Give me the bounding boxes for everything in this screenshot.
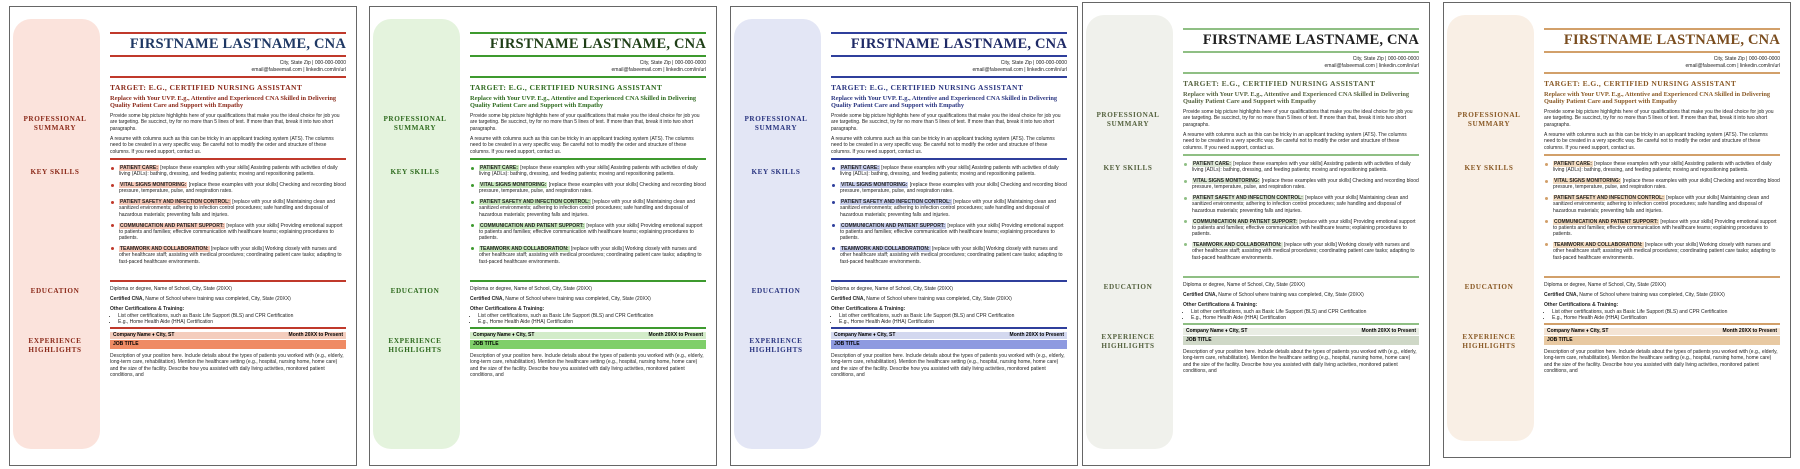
employment-dates: Month 20XX to Present xyxy=(1722,328,1777,334)
skill-tag: PATIENT CARE: xyxy=(480,165,518,171)
skills-list xyxy=(110,165,346,269)
skill-text: [replace these examples with your skills] Assisting patients with activities of daily living (ADLs): bathing, dressing, and feeding patients; moving and repositioning patients. xyxy=(1553,161,1772,174)
certification-item: • E.g., Home Health Aide (HHA) Certification xyxy=(1191,315,1419,322)
bullet-icon xyxy=(1184,180,1187,183)
target-title: TARGET: E.G., CERTIFIED NURSING ASSISTANT xyxy=(1183,79,1376,88)
contact-line-email: email@falseemail.com | linkedin.com/in/url xyxy=(251,66,346,73)
skill-item xyxy=(831,223,1067,242)
sidebar-panel xyxy=(1086,15,1173,449)
contact-line: City, State Zip | 000-000-0000 xyxy=(1000,60,1067,66)
education-cna xyxy=(1183,292,1419,299)
separator-diamond-icon: ♦ xyxy=(1223,328,1230,334)
bullet-icon xyxy=(1545,180,1548,183)
other-certifications-label: Other Certifications & Training: xyxy=(110,306,185,313)
contact-line: City, State Zip | 000-000-0000 xyxy=(279,60,346,66)
skill-tag: TEAMWORK AND COLLABORATION: xyxy=(480,245,569,252)
skill-item xyxy=(470,165,706,178)
skills-list xyxy=(1183,161,1419,265)
skill-tag: COMMUNICATION AND PATIENT SUPPORT: xyxy=(1554,218,1658,225)
certification-item: • List other certifications, such as Basic Life Support (BLS) and CPR Certification xyxy=(1191,309,1419,316)
contact-line: City, State Zip | 000-000-0000 xyxy=(1713,56,1780,62)
other-certifications-label: Other Certifications & Training: xyxy=(1544,302,1619,309)
bullet-icon xyxy=(111,247,114,250)
skill-text: [replace these examples with your skills] Checking and recording blood pressure, temperature, pulse, and respiration rates. xyxy=(840,182,1067,195)
certification-item: • List other certifications, such as Basic Life Support (BLS) and CPR Certification xyxy=(478,313,706,320)
skill-text: [replace with your skills] Maintaining clean and sanitized environments; adhering to infection control procedures; safe handling and disposal of hazardous materials; preventing falls and injuries. xyxy=(1553,195,1770,214)
skill-tag: PATIENT CARE: xyxy=(1554,161,1592,167)
bullet-icon xyxy=(832,224,835,227)
skill-item xyxy=(110,246,346,265)
job-description: Description of your position here. Include details about the types of patients you worked with (e.g., elderly, long-term care, rehabilitation). Mention the healthcare setting (e.g., hospital, nursing home, home care) and the size of the facility. Describe how you assisted with daily living activities, monitored patient conditions, and xyxy=(1544,349,1778,375)
header-rule-top xyxy=(1183,28,1419,30)
education-rule xyxy=(831,280,1067,282)
experience-rule xyxy=(831,327,1067,329)
target-title: TARGET: E.G., CERTIFIED NURSING ASSISTANT xyxy=(470,83,663,92)
section-rule xyxy=(1183,72,1419,74)
separator-diamond-icon: ♦ xyxy=(150,332,157,338)
skill-text: [replace with your skills] Working closely with nurses and other healthcare staff; assisting with medical procedures; coordinating patient care tasks; adapting to fast-paced healthcare environments. xyxy=(1192,241,1415,261)
resume-page-2[interactable] xyxy=(369,6,717,466)
bullet-icon xyxy=(832,247,835,250)
skill-item xyxy=(470,182,706,195)
skill-item xyxy=(831,165,1067,178)
skills-list xyxy=(470,165,706,269)
education-rule xyxy=(1183,276,1419,278)
summary-paragraph-2: A resume with columns such as this can be tricky in an applicant tracking system (ATS). The columns need to be created in a very specific way. Be careful not to modify the order and structure of these columns. If you need support, contact us. xyxy=(1544,132,1768,151)
cna-label: Certified CNA, xyxy=(1183,292,1217,299)
skill-item xyxy=(1544,195,1780,214)
company-location: City, ST xyxy=(156,332,175,338)
header-rule-top xyxy=(110,32,346,34)
skill-text: [replace these examples with your skills] Checking and recording blood pressure, temperature, pulse, and respiration rates. xyxy=(1192,178,1419,191)
skill-text: [replace these examples with your skills] Checking and recording blood pressure, temperature, pulse, and respiration rates. xyxy=(479,182,706,195)
section-label-skills: KEY SKILLS xyxy=(751,168,801,176)
skill-item xyxy=(831,246,1067,265)
summary-paragraph-1: Provide some big picture highlights here of your qualifications that make you the ideal choice for job you are targeting. Be succinct, try for no more than 5 lines of text. If more than that, break it into two short paragraphs. xyxy=(1183,109,1413,128)
contact-line: City, State Zip | 000-000-0000 xyxy=(639,60,706,66)
skill-item xyxy=(831,182,1067,195)
education-block xyxy=(1183,282,1419,322)
bullet-icon xyxy=(471,224,474,227)
section-rule xyxy=(831,76,1067,78)
job-title-bar: JOB TITLE xyxy=(831,340,1067,349)
separator-diamond-icon: ♦ xyxy=(871,332,878,338)
bullet-icon xyxy=(111,167,114,170)
education-rule xyxy=(1544,276,1780,278)
education-cna xyxy=(110,296,346,303)
skill-tag: PATIENT SAFETY AND INFECTION CONTROL: xyxy=(480,199,590,206)
target-title: TARGET: E.G., CERTIFIED NURSING ASSISTANT xyxy=(1544,79,1737,88)
header-rule-top xyxy=(1544,28,1780,30)
skill-text: [replace these examples with your skills] Assisting patients with activities of daily living (ADLs): bathing, dressing, and feeding patients; moving and repositioning patients. xyxy=(1192,161,1411,174)
skill-tag: COMMUNICATION AND PATIENT SUPPORT: xyxy=(120,222,224,229)
summary-paragraph-1: Provide some big picture highlights here of your qualifications that make you the ideal choice for job you are targeting. Be succinct, try for no more than 5 lines of text. If more than that, break it into two short paragraphs. xyxy=(110,113,340,132)
skill-text: [replace with your skills] Working closely with nurses and other healthcare staff; assisting with medical procedures; coordinating patient care tasks; adapting to fast-paced healthcare environments. xyxy=(1553,241,1776,261)
header-rule-bottom xyxy=(1544,51,1780,53)
section-label-experience: EXPERIENCE HIGHLIGHTS xyxy=(1101,333,1155,350)
section-label-experience: EXPERIENCE HIGHLIGHTS xyxy=(1462,333,1516,350)
bullet-icon xyxy=(471,247,474,250)
bullet-icon xyxy=(471,167,474,170)
section-label-education: EDUCATION xyxy=(751,287,801,295)
header-rule-bottom xyxy=(470,55,706,57)
skill-text: [replace with your skills] Providing emotional support to patients and families; effective communication with healthcare teams; explaining procedures to patients. xyxy=(119,222,343,242)
skill-tag: VITAL SIGNS MONITORING: xyxy=(1193,178,1260,185)
skill-item xyxy=(1544,219,1780,238)
header-rule-top xyxy=(831,32,1067,34)
separator-diamond-icon: ♦ xyxy=(510,332,517,338)
section-rule xyxy=(1544,72,1780,74)
contact-line-email: email@falseemail.com | linkedin.com/in/url xyxy=(972,66,1067,73)
certification-item: • E.g., Home Health Aide (HHA) Certification xyxy=(118,319,346,326)
skills-rule xyxy=(110,158,346,160)
resume-page-1[interactable] xyxy=(9,6,357,466)
cna-detail: Name of School where training was completed, City, State (20XX) xyxy=(1577,292,1725,299)
candidate-name: FIRSTNAME LASTNAME, CNA xyxy=(129,36,346,52)
certifications-list xyxy=(831,313,1067,326)
bullet-icon xyxy=(1184,220,1187,223)
company-location: City, ST xyxy=(1229,328,1248,334)
education-degree: Diploma or degree, Name of School, City, State (20XX) xyxy=(470,286,592,292)
certifications-list xyxy=(1544,309,1780,322)
target-title: TARGET: E.G., CERTIFIED NURSING ASSISTANT xyxy=(831,83,1024,92)
sidebar-panel xyxy=(13,19,100,449)
summary-paragraph-2: A resume with columns such as this can be tricky in an applicant tracking system (ATS). The columns need to be created in a very specific way. Be careful not to modify the order and structure of these columns. If you need support, contact us. xyxy=(1183,132,1407,151)
other-certifications-label: Other Certifications & Training: xyxy=(831,306,906,313)
company-bar xyxy=(110,332,346,339)
section-label-summary: PROFESSIONAL SUMMARY xyxy=(744,115,808,132)
job-title-bar: JOB TITLE xyxy=(110,340,346,349)
skill-text: [replace these examples with your skills] Assisting patients with activities of daily living (ADLs): bathing, dressing, and feeding patients; moving and repositioning patients. xyxy=(479,165,698,178)
skill-item xyxy=(110,182,346,195)
value-proposition: Replace with Your UVP. E.g., Attentive and Experienced CNA Skilled in Delivering Quality Patient Care and Support with Empathy xyxy=(110,95,337,110)
skill-item xyxy=(1183,219,1419,238)
skill-text: [replace with your skills] Maintaining clean and sanitized environments; adhering to infection control procedures; safe handling and disposal of hazardous materials; preventing falls and injuries. xyxy=(1192,195,1409,214)
experience-rule xyxy=(1544,323,1780,325)
sidebar-panel xyxy=(734,19,821,449)
skills-rule xyxy=(831,158,1067,160)
company-bar xyxy=(1183,328,1419,335)
bullet-icon xyxy=(1545,163,1548,166)
skill-tag: TEAMWORK AND COLLABORATION: xyxy=(120,245,209,252)
summary-paragraph-1: Provide some big picture highlights here of your qualifications that make you the ideal choice for job you are targeting. Be succinct, try for no more than 5 lines of text. If more than that, break it into two short paragraphs. xyxy=(1544,109,1774,128)
cna-label: Certified CNA, xyxy=(110,296,144,303)
section-label-education: EDUCATION xyxy=(390,287,440,295)
skill-tag: PATIENT SAFETY AND INFECTION CONTROL: xyxy=(120,199,230,206)
candidate-name: FIRSTNAME LASTNAME, CNA xyxy=(850,36,1067,52)
skill-item xyxy=(470,199,706,218)
resume-page-4[interactable] xyxy=(1082,2,1430,466)
company-bar xyxy=(831,332,1067,339)
skill-item xyxy=(1544,178,1780,191)
section-label-summary: PROFESSIONAL SUMMARY xyxy=(23,115,87,132)
other-certifications-label: Other Certifications & Training: xyxy=(470,306,545,313)
section-label-skills: KEY SKILLS xyxy=(1464,164,1514,172)
section-label-summary: PROFESSIONAL SUMMARY xyxy=(383,115,447,132)
summary-paragraph-2: A resume with columns such as this can be tricky in an applicant tracking system (ATS). The columns need to be created in a very specific way. Be careful not to modify the order and structure of these columns. If you need support, contact us. xyxy=(470,136,694,155)
skill-tag: VITAL SIGNS MONITORING: xyxy=(841,182,908,189)
bullet-icon xyxy=(1545,243,1548,246)
other-certifications-heading xyxy=(831,306,1067,313)
company-name: Company Name xyxy=(1547,328,1585,334)
skill-item xyxy=(110,165,346,178)
education-cna xyxy=(470,296,706,303)
value-proposition: Replace with Your UVP. E.g., Attentive and Experienced CNA Skilled in Delivering Quality Patient Care and Support with Empathy xyxy=(1183,91,1410,106)
section-label-education: EDUCATION xyxy=(1103,283,1153,291)
value-proposition: Replace with Your UVP. E.g., Attentive and Experienced CNA Skilled in Delivering Quality Patient Care and Support with Empathy xyxy=(1544,91,1771,106)
education-degree: Diploma or degree, Name of School, City, State (20XX) xyxy=(831,286,953,292)
summary-paragraph-2: A resume with columns such as this can be tricky in an applicant tracking system (ATS). The columns need to be created in a very specific way. Be careful not to modify the order and structure of these columns. If you need support, contact us. xyxy=(110,136,334,155)
skill-tag: PATIENT SAFETY AND INFECTION CONTROL: xyxy=(1554,195,1664,202)
skill-tag: PATIENT SAFETY AND INFECTION CONTROL: xyxy=(1193,195,1303,202)
certification-item: • E.g., Home Health Aide (HHA) Certification xyxy=(1552,315,1780,322)
section-label-skills: KEY SKILLS xyxy=(30,168,80,176)
contact-line-email: email@falseemail.com | linkedin.com/in/url xyxy=(1324,62,1419,69)
candidate-name: FIRSTNAME LASTNAME, CNA xyxy=(1563,32,1780,48)
skill-tag: VITAL SIGNS MONITORING: xyxy=(480,182,547,189)
skill-text: [replace with your skills] Providing emotional support to patients and families; effective communication with healthcare teams; explaining procedures to patients. xyxy=(1553,218,1777,238)
education-block xyxy=(831,286,1067,326)
skills-list xyxy=(1544,161,1780,265)
skills-rule xyxy=(1544,154,1780,156)
education-rule xyxy=(470,280,706,282)
bullet-icon xyxy=(1184,197,1187,200)
summary-paragraph-1: Provide some big picture highlights here of your qualifications that make you the ideal choice for job you are targeting. Be succinct, try for no more than 5 lines of text. If more than that, break it into two short paragraphs. xyxy=(470,113,700,132)
skill-item xyxy=(110,223,346,242)
skill-text: [replace with your skills] Providing emotional support to patients and families; effective communication with healthcare teams; explaining procedures to patients. xyxy=(840,222,1064,242)
header-rule-bottom xyxy=(110,55,346,57)
bullet-icon xyxy=(471,184,474,187)
section-label-skills: KEY SKILLS xyxy=(390,168,440,176)
cna-detail: Name of School where training was completed, City, State (20XX) xyxy=(864,296,1012,303)
certification-item: • List other certifications, such as Basic Life Support (BLS) and CPR Certification xyxy=(118,313,346,320)
skill-tag: PATIENT CARE: xyxy=(841,165,879,171)
skill-tag: TEAMWORK AND COLLABORATION: xyxy=(1554,241,1643,248)
resume-page-5[interactable] xyxy=(1443,2,1791,458)
skill-tag: COMMUNICATION AND PATIENT SUPPORT: xyxy=(841,222,945,229)
cna-label: Certified CNA, xyxy=(831,296,865,303)
skill-text: [replace these examples with your skills] Assisting patients with activities of daily living (ADLs): bathing, dressing, and feeding patients; moving and repositioning patients. xyxy=(119,165,338,178)
sidebar-panel xyxy=(1447,15,1534,441)
company-location: City, ST xyxy=(877,332,896,338)
certification-item: • E.g., Home Health Aide (HHA) Certification xyxy=(839,319,1067,326)
job-title-bar: JOB TITLE xyxy=(1544,336,1780,345)
skill-text: [replace with your skills] Maintaining clean and sanitized environments; adhering to infection control procedures; safe handling and disposal of hazardous materials; preventing falls and injuries. xyxy=(119,199,336,218)
skill-tag: COMMUNICATION AND PATIENT SUPPORT: xyxy=(1193,218,1297,225)
other-certifications-heading xyxy=(470,306,706,313)
skill-text: [replace with your skills] Maintaining clean and sanitized environments; adhering to infection control procedures; safe handling and disposal of hazardous materials; preventing falls and injuries. xyxy=(479,199,696,218)
section-label-summary: PROFESSIONAL SUMMARY xyxy=(1457,111,1521,128)
job-description: Description of your position here. Include details about the types of patients you worked with (e.g., elderly, long-term care, rehabilitation). Mention the healthcare setting (e.g., hospital, nursing home, home care) and the size of the facility. Describe how you assisted with daily living activities, monitored patient conditions, and xyxy=(1183,349,1417,375)
employment-dates: Month 20XX to Present xyxy=(288,332,343,338)
header-rule-bottom xyxy=(831,55,1067,57)
certifications-list xyxy=(470,313,706,326)
skills-rule xyxy=(1183,154,1419,156)
section-label-experience: EXPERIENCE HIGHLIGHTS xyxy=(388,337,442,354)
experience-rule xyxy=(470,327,706,329)
bullet-icon xyxy=(832,167,835,170)
company-name: Company Name xyxy=(834,332,872,338)
bullet-icon xyxy=(1184,163,1187,166)
education-rule xyxy=(110,280,346,282)
certification-item: • List other certifications, such as Basic Life Support (BLS) and CPR Certification xyxy=(839,313,1067,320)
skill-text: [replace with your skills] Providing emotional support to patients and families; effective communication with healthcare teams; explaining procedures to patients. xyxy=(479,222,703,242)
skill-item xyxy=(1183,161,1419,174)
skill-item xyxy=(1183,242,1419,261)
skill-tag: VITAL SIGNS MONITORING: xyxy=(120,182,187,189)
bullet-icon xyxy=(471,201,474,204)
skill-text: [replace with your skills] Working closely with nurses and other healthcare staff; assisting with medical procedures; coordinating patient care tasks; adapting to fast-paced healthcare environments. xyxy=(479,245,702,265)
company-bar xyxy=(470,332,706,339)
certification-item: • E.g., Home Health Aide (HHA) Certification xyxy=(478,319,706,326)
summary-paragraph-2: A resume with columns such as this can be tricky in an applicant tracking system (ATS). The columns need to be created in a very specific way. Be careful not to modify the order and structure of these columns. If you need support, contact us. xyxy=(831,136,1055,155)
resume-page-3[interactable] xyxy=(730,6,1078,466)
other-certifications-heading xyxy=(1183,302,1419,309)
company-location: City, ST xyxy=(516,332,535,338)
education-cna xyxy=(1544,292,1780,299)
header-rule-bottom xyxy=(1183,51,1419,53)
employment-dates: Month 20XX to Present xyxy=(1009,332,1064,338)
bullet-icon xyxy=(832,184,835,187)
education-cna xyxy=(831,296,1067,303)
skills-rule xyxy=(470,158,706,160)
education-degree: Diploma or degree, Name of School, City, State (20XX) xyxy=(1183,282,1305,288)
skill-text: [replace with your skills] Maintaining clean and sanitized environments; adhering to infection control procedures; safe handling and disposal of hazardous materials; preventing falls and injuries. xyxy=(840,199,1057,218)
skill-item xyxy=(110,199,346,218)
sidebar-panel xyxy=(373,19,460,449)
cna-label: Certified CNA, xyxy=(1544,292,1578,299)
target-title: TARGET: E.G., CERTIFIED NURSING ASSISTANT xyxy=(110,83,303,92)
contact-line: City, State Zip | 000-000-0000 xyxy=(1352,56,1419,62)
other-certifications-heading xyxy=(110,306,346,313)
candidate-name: FIRSTNAME LASTNAME, CNA xyxy=(1202,32,1419,48)
other-certifications-label: Other Certifications & Training: xyxy=(1183,302,1258,309)
summary-paragraph-1: Provide some big picture highlights here of your qualifications that make you the ideal choice for job you are targeting. Be succinct, try for no more than 5 lines of text. If more than that, break it into two short paragraphs. xyxy=(831,113,1061,132)
experience-rule xyxy=(1183,323,1419,325)
skill-item xyxy=(1544,161,1780,174)
employment-dates: Month 20XX to Present xyxy=(648,332,703,338)
certifications-list xyxy=(1183,309,1419,322)
section-label-education: EDUCATION xyxy=(30,287,80,295)
cna-detail: Name of School where training was completed, City, State (20XX) xyxy=(143,296,291,303)
skill-tag: TEAMWORK AND COLLABORATION: xyxy=(841,245,930,252)
bullet-icon xyxy=(111,201,114,204)
section-label-experience: EXPERIENCE HIGHLIGHTS xyxy=(749,337,803,354)
skill-tag: COMMUNICATION AND PATIENT SUPPORT: xyxy=(480,222,584,229)
bullet-icon xyxy=(1545,220,1548,223)
skill-item xyxy=(1183,178,1419,191)
value-proposition: Replace with Your UVP. E.g., Attentive and Experienced CNA Skilled in Delivering Quality Patient Care and Support with Empathy xyxy=(831,95,1058,110)
section-label-skills: KEY SKILLS xyxy=(1103,164,1153,172)
experience-rule xyxy=(110,327,346,329)
skill-tag: VITAL SIGNS MONITORING: xyxy=(1554,178,1621,185)
skills-list xyxy=(831,165,1067,269)
skill-item xyxy=(470,223,706,242)
section-label-experience: EXPERIENCE HIGHLIGHTS xyxy=(28,337,82,354)
skill-item xyxy=(470,246,706,265)
skill-item xyxy=(831,199,1067,218)
section-label-summary: PROFESSIONAL SUMMARY xyxy=(1096,111,1160,128)
candidate-name: FIRSTNAME LASTNAME, CNA xyxy=(489,36,706,52)
job-description: Description of your position here. Include details about the types of patients you worked with (e.g., elderly, long-term care, rehabilitation). Mention the healthcare setting (e.g., hospital, nursing home, home care) and the size of the facility. Describe how you assisted with daily living activities, monitored patient conditions, and xyxy=(470,353,704,379)
contact-line-email: email@falseemail.com | linkedin.com/in/url xyxy=(1685,62,1780,69)
job-description: Description of your position here. Include details about the types of patients you worked with (e.g., elderly, long-term care, rehabilitation). Mention the healthcare setting (e.g., hospital, nursing home, home care) and the size of the facility. Describe how you assisted with daily living activities, monitored patient conditions, and xyxy=(110,353,344,379)
company-bar xyxy=(1544,328,1780,335)
job-title-bar: JOB TITLE xyxy=(1183,336,1419,345)
section-rule xyxy=(110,76,346,78)
cna-label: Certified CNA, xyxy=(470,296,504,303)
skill-text: [replace these examples with your skills] Checking and recording blood pressure, temperature, pulse, and respiration rates. xyxy=(1553,178,1780,191)
education-block xyxy=(1544,282,1780,322)
education-block xyxy=(110,286,346,326)
skill-tag: PATIENT CARE: xyxy=(1193,161,1231,167)
employment-dates: Month 20XX to Present xyxy=(1361,328,1416,334)
contact-line-email: email@falseemail.com | linkedin.com/in/url xyxy=(611,66,706,73)
bullet-icon xyxy=(1184,243,1187,246)
skill-text: [replace these examples with your skills] Checking and recording blood pressure, temperature, pulse, and respiration rates. xyxy=(119,182,346,195)
certification-item: • List other certifications, such as Basic Life Support (BLS) and CPR Certification xyxy=(1552,309,1780,316)
certifications-list xyxy=(110,313,346,326)
skill-text: [replace with your skills] Working closely with nurses and other healthcare staff; assisting with medical procedures; coordinating patient care tasks; adapting to fast-paced healthcare environments. xyxy=(119,245,342,265)
company-location: City, ST xyxy=(1590,328,1609,334)
cna-detail: Name of School where training was completed, City, State (20XX) xyxy=(503,296,651,303)
skill-item xyxy=(1183,195,1419,214)
skill-tag: PATIENT SAFETY AND INFECTION CONTROL: xyxy=(841,199,951,206)
education-block xyxy=(470,286,706,326)
skill-tag: TEAMWORK AND COLLABORATION: xyxy=(1193,241,1282,248)
job-description: Description of your position here. Include details about the types of patients you worked with (e.g., elderly, long-term care, rehabilitation). Mention the healthcare setting (e.g., hospital, nursing home, home care) and the size of the facility. Describe how you assisted with daily living activities, monitored patient conditions, and xyxy=(831,353,1065,379)
section-rule xyxy=(470,76,706,78)
skill-item xyxy=(1544,242,1780,261)
company-name: Company Name xyxy=(1186,328,1224,334)
cna-detail: Name of School where training was completed, City, State (20XX) xyxy=(1216,292,1364,299)
bullet-icon xyxy=(111,184,114,187)
skill-text: [replace with your skills] Providing emotional support to patients and families; effective communication with healthcare teams; explaining procedures to patients. xyxy=(1192,218,1416,238)
skill-text: [replace these examples with your skills] Assisting patients with activities of daily living (ADLs): bathing, dressing, and feeding patients; moving and repositioning patients. xyxy=(840,165,1059,178)
header-rule-top xyxy=(470,32,706,34)
section-label-education: EDUCATION xyxy=(1464,283,1514,291)
skill-tag: PATIENT CARE: xyxy=(120,165,158,171)
separator-diamond-icon: ♦ xyxy=(1584,328,1591,334)
bullet-icon xyxy=(832,201,835,204)
job-title-bar: JOB TITLE xyxy=(470,340,706,349)
company-name: Company Name xyxy=(113,332,151,338)
other-certifications-heading xyxy=(1544,302,1780,309)
skill-text: [replace with your skills] Working closely with nurses and other healthcare staff; assisting with medical procedures; coordinating patient care tasks; adapting to fast-paced healthcare environments. xyxy=(840,245,1063,265)
education-degree: Diploma or degree, Name of School, City, State (20XX) xyxy=(1544,282,1666,288)
value-proposition: Replace with Your UVP. E.g., Attentive and Experienced CNA Skilled in Delivering Quality Patient Care and Support with Empathy xyxy=(470,95,697,110)
company-name: Company Name xyxy=(473,332,511,338)
bullet-icon xyxy=(1545,197,1548,200)
education-degree: Diploma or degree, Name of School, City, State (20XX) xyxy=(110,286,232,292)
bullet-icon xyxy=(111,224,114,227)
